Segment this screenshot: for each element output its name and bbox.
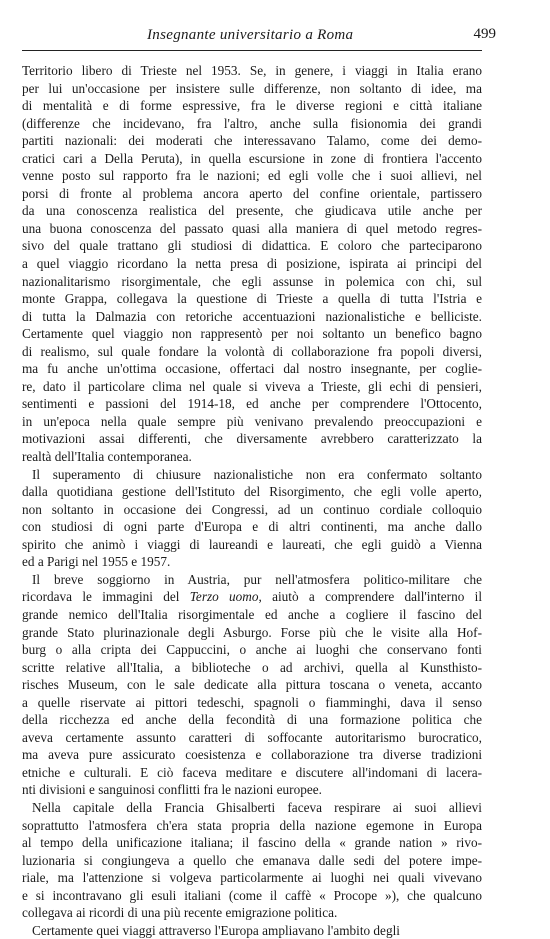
text-line: etniche e culturali. E ciò faceva meditare e discutere all'indomani di lacera- [22,764,482,780]
page-header [22,26,496,51]
text-line: sentimenti e passioni del 1914-18, ed anche per comprendere l'Ottocento, [22,396,482,412]
text-line: re, dato il particolare clima nel quale si viveva a Trieste, gli echi di pensieri, [22,378,482,394]
text-line: grande Stato plurinazionale degli Asburgo. Forse più che le visite alla Hof- [22,624,482,640]
text-line: ricordava le immagini del Terzo uomo, aiutò a comprendere dall'interno il [22,589,482,605]
body-text [22,62,482,939]
text-line: partiti nazionali: dei moderati che interessavano Talamo, come dei demo- [22,133,482,149]
paragraph [22,799,482,922]
text-line: ma aveva pure assicurato coesistenza e collaborazione tra diverse tradizioni [22,747,482,763]
text-line: risches Museum, con le sale dedicate alla pittura toscana o veneta, accanto [22,677,482,693]
text-line: e si incontravano gli esuli italiani (come il caffè « Procope »), che qualcuno [22,887,482,903]
text-line: soprattutto l'atmosfera ch'era stata propria della nazione egemone in Europa [22,817,482,833]
text-line: sivo del quale trattano gli studiosi di didattica. E coloro che parteciparono [22,238,482,254]
text-line: realtà dell'Italia contemporanea. [22,449,192,465]
text-line: burg o alla cripta dei Cappuccini, o anche ai luoghi che conservano fonti [22,642,482,658]
text-line: motivazioni assai differenti, che diversamente avrebbero caratterizzato la [22,431,482,447]
text-line: monte Grappa, collegava la questione di Trieste a quella di tutta l'Istria e [22,291,482,307]
paragraph [22,62,482,466]
text-line: Territorio libero di Trieste nel 1953. Se, in genere, i viaggi in Italia erano [22,63,482,78]
text-line: Il breve soggiorno in Austria, pur nell'atmosfera politico-militare che [32,571,482,587]
text-line: Nella capitale della Francia Ghisalberti faceva respirare ai suoi allievi [32,799,482,815]
page-number: 499 [473,26,496,42]
text-line: della ricchezza ed anche della fecondità di una formazione politica che [22,712,482,728]
text-line: (differenze che incidevano, fra l'altro, anche sulla fisionomia dei grandi [22,115,482,131]
text-line: da una conoscenza realistica del presente, che giudicava utile anche per [22,203,482,219]
text-line: porsi di fronte al problema ancora aperto del confine orientale, partissero [22,185,482,201]
text-line: a quelle riservate ai pittori tedeschi, spagnoli o fiamminghi, dava il senso [22,694,482,710]
text-line: luzionaria si congiungeva a quello che emanava dalle sedi del potere impe- [22,852,482,868]
text-line: ed a Parigi nel 1955 e 1957. [22,554,171,570]
text-line: di realismo, sul quale fondare la volontà di collaborazione fra popoli diversi, [22,343,482,359]
text-line: di tutta la Dalmazia con retoriche accentuazioni nazionalistiche e belliciste. [22,308,482,324]
running-head: Insegnante universitario a Roma [147,27,354,43]
text-line: al tempo della unificazione italiana; il fascino della « grande nation » rivo- [22,835,482,851]
paragraph [22,571,482,799]
text-line: per lui un'occasione per insistere sulle differenze, non soltanto di idee, ma [22,80,482,96]
text-line: grande nemico dell'Italia risorgimentale ed anche a cogliere il fascino del [22,606,482,622]
paragraph [22,466,482,571]
text-line: nti divisioni e sanguinosi conflitti fra le nazioni europee. [22,782,322,798]
text-line: non soltanto in occasione dei Congressi, ad un continuo cordiale colloquio [22,501,482,517]
text-line: in un'epoca nella quale sempre più venivano prevalendo preoccupazioni e [22,413,482,429]
text-line: nazionalitarismo risorgimentale, che egli assunse in polemica con chi, sul [22,273,482,289]
paragraph [22,922,482,939]
text-line: Certamente quel viaggio non rappresentò per noi soltanto un benefico bagno [22,326,482,342]
text-line: riale, ma l'attenzione si volgeva particolarmente ai luoghi nei quali vivevano [22,870,482,886]
text-line: una buona conoscenza del passato quasi alla maniera di quel metodo regres- [22,220,482,236]
text-line: aveva certamente assunto caratteri di soffocante autoritarismo burocratico, [22,729,482,745]
text-line: di mentalità e di forme espressive, fra le diverse regioni e città italiane [22,98,482,114]
text-line: collegava ai ricordi di una più recente emigrazione politica. [22,905,338,921]
italic-title: Terzo uomo [189,589,259,605]
text-line: a quel viaggio ricordano la netta presa di posizione, ispirata ai principi del [22,256,482,272]
text-line: spirito che animò i viaggi di laureandi e laureati, che egli guidò a Vienna [22,536,482,552]
text-line: Certamente quei viaggi attraverso l'Europa ampliavano l'ambito degli [32,922,400,938]
text-line: ma fu anche un'ottima occasione, offertaci dal nostro insegnante, per coglie- [22,361,482,377]
text-line: Il superamento di chiusure nazionalistiche non era confermato soltanto [32,466,482,482]
text-line: dalla quotidiana gestione dell'Istituto del Risorgimento, che egli volle aperto, [22,484,482,500]
text-line: venne posto sul rapporto fra le nazioni; ed egli volle che i suoi allievi, nel [22,168,482,184]
text-line: cratici cari a Della Peruta), in quella escursione in zone di frontiera l'accento [22,150,482,166]
text-line: scritte relative all'Italia, a biblioteche o ad archivi, quella al Kunsthisto- [22,659,482,675]
text-line: con studiosi di ogni parte d'Europa e di altri continenti, ma anche dallo [22,519,482,535]
